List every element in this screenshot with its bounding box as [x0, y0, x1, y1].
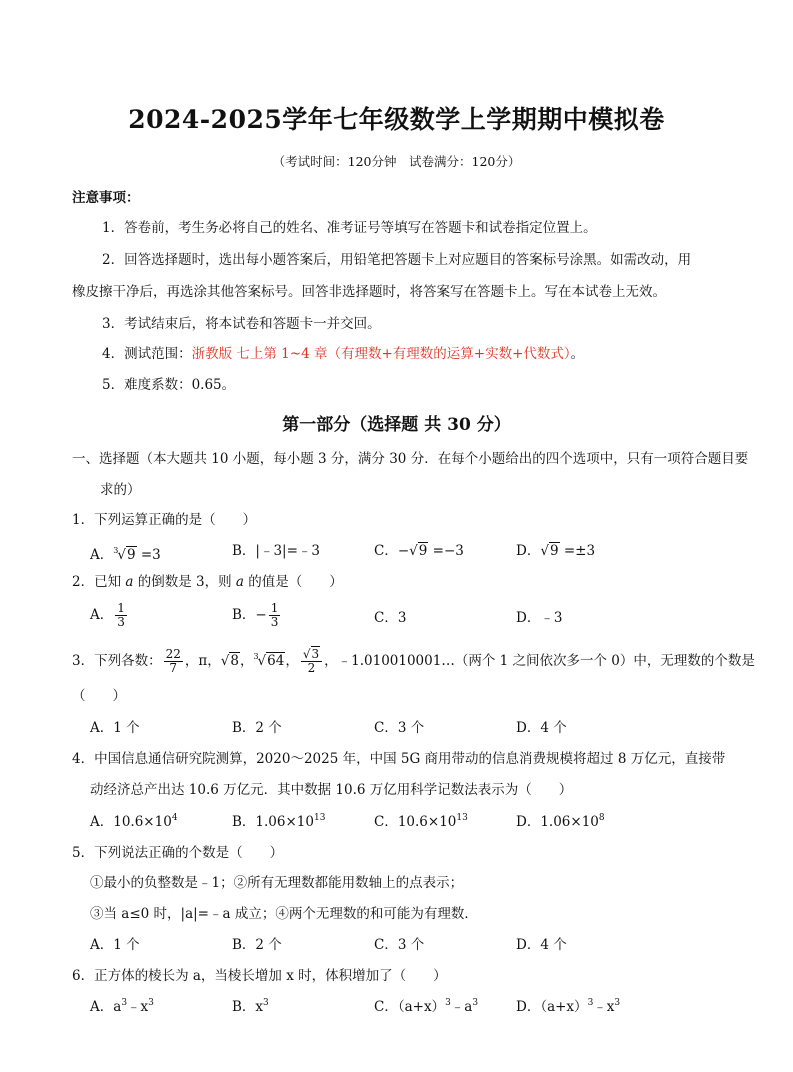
question-3-stem: 3．下列各数： $\frac{22}{7}$ ，π，√8，$^3$√64， $\frac{√3}{2}$ ，﹣1.010010001…（两个 1 之间依次多一个 0）中，无理数的个数是: [72, 647, 755, 675]
q6-c-part2: ﹣a: [450, 999, 473, 1015]
page-title: 2024-2025学年七年级数学上学期期中模拟卷: [128, 105, 665, 134]
q2-b-denominator: 3: [270, 615, 279, 629]
q6-d-exp1: 3: [587, 998, 594, 1008]
q4-c-base: C．10.6×10: [374, 814, 457, 830]
q6-option-a: [90, 997, 154, 1017]
q3-cbrt-index: 3: [253, 652, 259, 661]
q1-c-label: C．−: [374, 543, 410, 559]
note-2b: 橡皮擦干净后，再选涂其他答案标号。回答非选择题时，将答案写在答题卡上。写在本试卷上无效。: [72, 284, 666, 300]
q5-option-b: B．2 个: [232, 937, 282, 953]
note-4-suffix: 。: [570, 346, 585, 362]
notes-heading: 注意事项：: [72, 190, 140, 206]
q2-var-a2: a: [235, 574, 244, 590]
q2-b-fraction: [269, 602, 281, 629]
q1-a-radicand: 9: [126, 547, 136, 563]
q1-option-c: C．−√9 =−3: [374, 543, 464, 559]
q3-sep2: ，: [285, 653, 299, 669]
q2-a-denominator: 3: [117, 615, 125, 629]
q2-stem-b: 的倒数是 3，则: [133, 574, 236, 590]
note-4-prefix: 4．测试范围：: [102, 346, 192, 362]
q3-option-a: A．1 个: [90, 720, 140, 736]
q6-option-d: [516, 997, 620, 1017]
q4-option-d: [516, 812, 605, 832]
question-5-stem: 5．下列说法正确的个数是（ ）: [72, 845, 284, 861]
note-3: 3．考试结束后，将本试卷和答题卡一并交回。: [102, 316, 381, 332]
q4-option-a: [90, 812, 178, 832]
q4-d-base: D．1.06×10: [516, 814, 599, 830]
note-5: 5．难度系数：0.65。: [102, 377, 236, 393]
q3-option-c: C．3 个: [374, 720, 425, 736]
q1-option-d: D．√9 =±3: [516, 543, 596, 559]
q6-a-exp2: 3: [148, 998, 154, 1008]
q3-option-b: B．2 个: [232, 720, 282, 736]
q3-pi: ，π，: [184, 653, 221, 669]
q1-d-label: D．: [516, 543, 541, 559]
q1-d-radicand: 9: [549, 543, 559, 559]
q6-b-exp1: 3: [263, 998, 269, 1008]
q5-statements-2: ③当 a≤0 时，|a|=﹣a 成立；④两个无理数的和可能为有理数．: [90, 906, 478, 922]
section-heading: 第一部分（选择题 共 30 分）: [282, 415, 511, 435]
q6-a-exp1: 3: [121, 998, 128, 1008]
question-6-stem: 6．正方体的棱长为 a，当棱长增加 x 时，体积增加了（ ）: [72, 968, 447, 984]
q2-option-a: [90, 602, 129, 629]
q2-a-numerator: 1: [117, 601, 125, 615]
q1-d-rest: =±3: [559, 543, 596, 559]
q4-d-exp: 8: [598, 813, 605, 823]
q6-a-part2: ﹣x: [127, 999, 149, 1015]
q6-c-exp1: 3: [445, 998, 451, 1008]
q4-option-c: [374, 812, 468, 832]
instructions-line-2: 求的）: [100, 482, 141, 498]
q4-c-exp: 13: [456, 813, 468, 823]
instructions-line-1: 一、选择题（本大题共 10 小题，每小题 3 分，满分 30 分．在每个小题给出的四个选项中，只有一项符合题目要: [72, 451, 749, 467]
q4-a-exp: 4: [171, 813, 178, 823]
q3-paren: （ ）: [72, 688, 126, 704]
question-4-line-1: 4．中国信息通信研究院测算，2020～2025 年，中国 5G 商用带动的信息消费规模将超过 8 万亿元，直接带: [72, 751, 726, 767]
note-2a: 2．回答选择题时，选出每小题答案后，用铅笔把答题卡上对应题目的答案标号涂黑。如需改动，用: [102, 252, 692, 268]
q1-option-a: A．$^3$√9 =3: [90, 546, 161, 563]
q3-f2-denominator: 2: [307, 661, 316, 675]
q2-b-numerator: 1: [270, 601, 279, 615]
q2-option-b: [232, 602, 282, 629]
q3-prefix: 3．下列各数：: [72, 653, 162, 669]
q4-a-base: A．10.6×10: [90, 814, 172, 830]
q6-option-b: [232, 997, 269, 1017]
q5-option-c: C．3 个: [374, 937, 425, 953]
q2-var-a1: a: [125, 574, 134, 590]
q2-a-fraction: [115, 602, 127, 629]
q2-stem-c: 的值是（ ）: [243, 574, 343, 590]
q4-b-base: B．1.06×10: [232, 814, 314, 830]
q6-d-part2: ﹣x: [593, 999, 615, 1015]
q1-a-rest: =3: [136, 547, 161, 563]
q2-option-c: C．3: [374, 610, 407, 626]
q1-option-b: B．|﹣3|=﹣3: [232, 543, 321, 559]
q2-option-d: D．﹣3: [516, 610, 563, 626]
q6-b-part1: B．x: [232, 999, 264, 1015]
question-4-line-2: 动经济总产出达 10.6 万亿元．其中数据 10.6 万亿用科学记数法表示为（ ）: [90, 782, 573, 798]
q3-f2-numerator: 3: [311, 647, 320, 661]
q3-sqrt8: 8: [230, 653, 239, 669]
q3-f1-denominator: 7: [169, 661, 178, 675]
q6-d-part1: D．（a+x）: [516, 999, 588, 1015]
q4-b-exp: 13: [313, 813, 326, 823]
note-1: 1．答卷前，考生务必将自己的姓名、准考证号等填写在答题卡和试卷指定位置上。: [102, 220, 597, 236]
test-range: 浙教版 七上第 1~4 章（有理数+有理数的运算+实数+代数式）: [191, 346, 571, 362]
q2-stem-a: 2．已知: [72, 574, 126, 590]
q5-option-a: A．1 个: [90, 937, 140, 953]
q1-c-radicand: 9: [418, 543, 428, 559]
q2-b-label: B．−: [232, 607, 267, 623]
q2-a-label: A．: [90, 607, 114, 623]
q3-option-d: D．4 个: [516, 720, 567, 736]
q6-c-part1: C．（a+x）: [374, 999, 446, 1015]
q1-c-rest: =−3: [428, 543, 464, 559]
exam-subtitle: （考试时间：120分钟 试卷满分：120分）: [272, 154, 521, 169]
question-1-stem: 1．下列运算正确的是（ ）: [72, 512, 257, 528]
note-4: [102, 344, 584, 364]
q3-fraction-22-7: [164, 648, 183, 675]
q3-cbrt64: 64: [267, 653, 285, 669]
q4-option-b: [232, 812, 325, 832]
q5-statements-1: ①最小的负整数是﹣1；②所有无理数都能用数轴上的点表示；: [90, 875, 464, 891]
q5-option-d: D．4 个: [516, 937, 567, 953]
q3-sep1: ，: [239, 653, 254, 669]
q1-a-index: 3: [113, 546, 119, 555]
q1-a-label: A．: [90, 547, 114, 563]
q3-f1-numerator: 22: [165, 647, 181, 661]
question-2-stem: [72, 572, 343, 592]
q3-fraction-sqrt3-2: $\frac{√3}{2}$: [301, 648, 322, 675]
q6-a-part1: A．a: [90, 999, 122, 1015]
q3-tail: ，﹣1.010010001…（两个 1 之间依次多一个 0）中，无理数的个数是: [324, 653, 755, 669]
q6-d-exp2: 3: [614, 998, 621, 1008]
q6-c-exp2: 3: [472, 998, 479, 1008]
q6-option-c: [374, 997, 478, 1017]
